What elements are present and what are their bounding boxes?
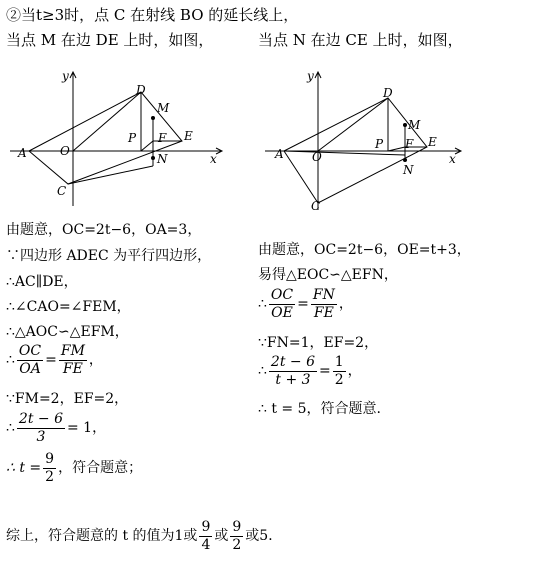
label-P: P	[128, 131, 137, 145]
label-P: P	[375, 137, 384, 151]
left-step-equation: ∴ $\frac{2t - 6}{3}$ = 1，	[6, 411, 107, 445]
left-step-parallelogram: ∵四边形 ADEC 为平行四边形，	[6, 248, 212, 264]
fraction-equation-left: $\frac{2t - 6}{t + 3}$	[270, 354, 315, 388]
right-figure-caption: 当点 N 在边 CE 上时，如图，	[258, 31, 463, 49]
label-D: D	[383, 86, 393, 100]
label-O: O	[312, 150, 322, 164]
label-x: x	[210, 152, 217, 166]
label-A: A	[275, 147, 284, 161]
label-E: E	[184, 129, 193, 143]
label-F: F	[158, 131, 167, 145]
line-case-condition: ②当t≥3时，点 C 在射线 BO 的延长线上，	[6, 6, 299, 24]
left-step-similar: ∴△AOC∽△EFM，	[6, 324, 129, 340]
right-step-equation: ∴ $\frac{2t - 6}{t + 3}$ = $\frac{1}{2}$ ，	[258, 354, 362, 388]
fraction-oc-oa: $\frac{OC}{OA}$	[18, 343, 42, 377]
therefore-symbol: ∴	[6, 352, 15, 369]
left-figure-caption: 当点 M 在边 DE 上时，如图，	[6, 31, 214, 49]
fraction-oc-oe: $\frac{OC}{OE}$	[270, 287, 294, 321]
label-N: N	[403, 163, 414, 177]
right-step-result: ∴ t = 5，符合题意.	[258, 401, 381, 417]
left-step-ratio: ∴ $\frac{OC}{OA}$ = $\frac{FM}{FE}$ ，	[6, 343, 103, 377]
label-O: O	[60, 144, 70, 158]
left-step-lengths: ∵FM=2，EF=2，	[6, 391, 129, 407]
fraction-fn-fe: $\frac{FN}{FE}$	[312, 287, 335, 321]
conclusion-line: 综上，符合题意的 t 的值为1或 $\frac{9}{4}$ 或 $\frac{9}{2}$ 或5．	[6, 519, 283, 553]
label-M: M	[408, 118, 421, 132]
label-y: y	[307, 69, 314, 83]
label-E: E	[428, 135, 437, 149]
right-step-similar: 易得△EOC∽△EFN，	[258, 267, 398, 283]
label-D: D	[136, 83, 146, 97]
fraction-one-half: $\frac{1}{2}$	[334, 354, 344, 388]
fraction-nine-halves: $\frac{9}{2}$	[45, 451, 55, 485]
left-step-parallel: ∴AC∥DE，	[6, 274, 78, 290]
fraction-nine-halves-final: $\frac{9}{2}$	[232, 519, 242, 553]
label-N: N	[157, 152, 168, 166]
label-M: M	[157, 101, 170, 115]
left-step-given: 由题意，OC=2t−6，OA=3，	[6, 222, 202, 238]
label-C: C	[57, 184, 67, 198]
fraction-fm-fe: $\frac{FM}{FE}$	[60, 343, 85, 377]
right-step-given: 由题意，OC=2t−6，OE=t+3，	[258, 242, 471, 258]
left-step-result: ∴ t = $\frac{9}{2}$ ，符合题意；	[6, 451, 143, 485]
right-step-ratio: ∴ $\frac{OC}{OE}$ = $\frac{FN}{FE}$ ，	[258, 287, 353, 321]
right-geometry-figure	[255, 60, 485, 220]
label-C: C	[311, 199, 321, 213]
left-step-angle: ∴∠CAO=∠FEM，	[6, 299, 131, 315]
fraction-equation: $\frac{2t - 6}{3}$	[18, 411, 63, 445]
label-y: y	[62, 69, 69, 83]
label-F: F	[405, 137, 414, 151]
label-x: x	[449, 152, 456, 166]
left-geometry-figure	[0, 60, 240, 210]
fraction-nine-quarters: $\frac{9}{4}$	[201, 519, 211, 553]
label-A: A	[18, 146, 27, 160]
right-step-lengths: ∵FN=1，EF=2，	[258, 335, 379, 351]
